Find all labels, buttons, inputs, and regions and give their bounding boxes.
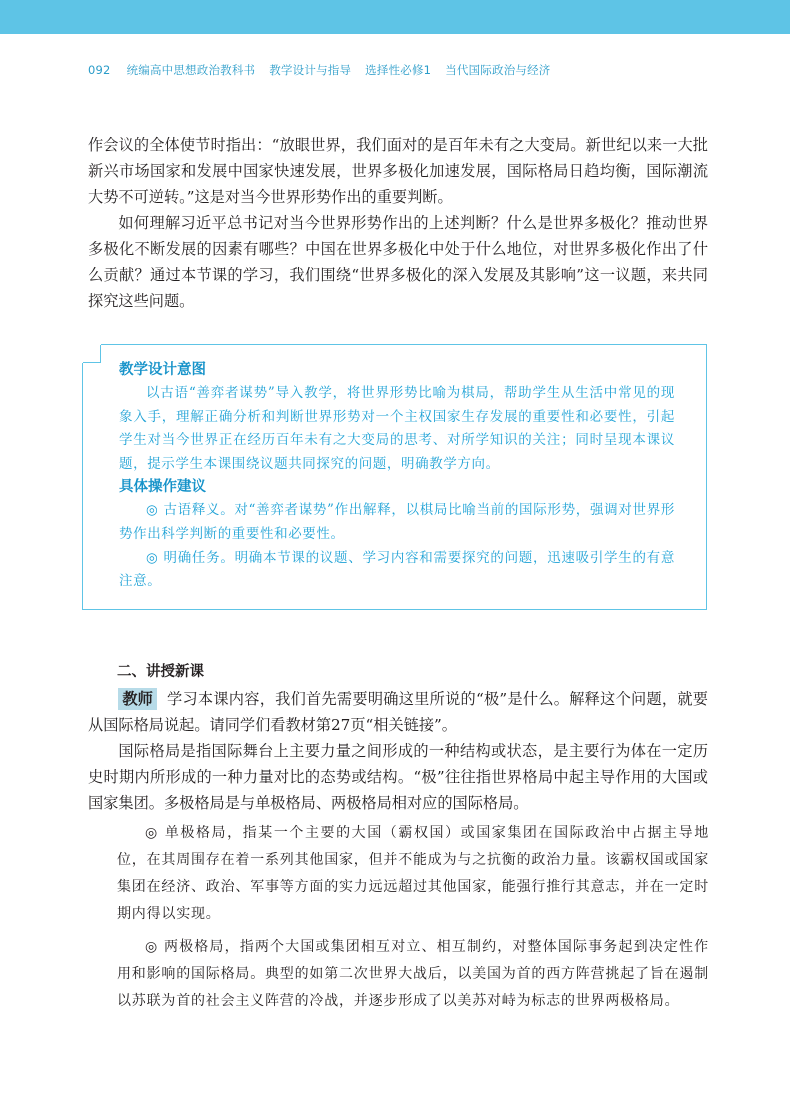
book-title: 统编高中思想政治教科书 bbox=[126, 63, 256, 77]
ops-title: 具体操作建议 bbox=[119, 479, 206, 496]
quote-bipolar-text: 两极格局，指两个大国或集团相互对立、相互制约，对整体国际事务起到决定性作用和影响的国际格局。典型的如第二次世界大战后，以美国为首的西方阵营挑起了旨在遏制以苏联为首的社会主义阵营的冷战，并逐步形成了以美苏对峙为标志的世界两极格局。 bbox=[117, 939, 709, 1009]
running-header bbox=[88, 62, 551, 78]
lecture-section bbox=[88, 686, 708, 816]
teacher-paragraph bbox=[88, 686, 708, 738]
intent-text: 以古语“善弈者谋势”导入教学，将世界形势比喻为棋局，帮助学生从生活中常见的现象入手，理解正确分析和判断世界形势对一个主权国家生存发展的重要性和必要性，引起学生对当今世界正在经历百年未有之大变局的思考、对所学知识的关注；同时呈现本课议题，提示学生本课围绕议题共同探究的问题，明确教学方向。 bbox=[119, 385, 675, 472]
quote-unipolar bbox=[117, 820, 709, 928]
box-corner bbox=[81, 343, 101, 363]
ops-item-2-text: 明确任务。明确本节课的议题、学习内容和需要探究的问题，迅速吸引学生的有意注意。 bbox=[119, 549, 675, 590]
section-heading: 二、讲授新课 bbox=[117, 664, 204, 680]
bullet-icon: ◎ bbox=[146, 502, 159, 519]
intro-section bbox=[88, 132, 708, 314]
box-corner-line-h bbox=[83, 362, 101, 363]
top-color-bar bbox=[0, 0, 790, 34]
bullet-icon: ◎ bbox=[146, 549, 159, 566]
related-link-quotes bbox=[117, 820, 709, 1021]
page-number: 092 bbox=[88, 63, 111, 77]
quote-bipolar bbox=[117, 934, 709, 1015]
volume-title: 选择性必修1 bbox=[365, 63, 432, 77]
ops-item-1 bbox=[119, 499, 675, 546]
design-intent-box bbox=[82, 344, 707, 610]
ops-item-2 bbox=[119, 547, 675, 594]
subject-title: 当代国际政治与经济 bbox=[445, 63, 551, 77]
definition-paragraph: 国际格局是指国际舞台上主要力量之间形成的一种结构或状态，是主要行为体在一定历史时期内所形成的一种力量对比的态势或结构。“极”往往指世界格局中起主导作用的大国或国家集团。多极格局是与单极格局、两极格局相对应的国际格局。 bbox=[88, 742, 708, 812]
ops-item-1-text: 古语释义。对“善弈者谋势”作出解释，以棋局比喻当前的国际形势，强调对世界形势作出科学判断的重要性和必要性。 bbox=[119, 502, 675, 542]
intent-title: 教学设计意图 bbox=[119, 362, 206, 378]
intro-paragraph-1: 作会议的全体使节时指出：“放眼世界，我们面对的是百年未有之大变局。新世纪以来一大批新兴市场国家和发展中国家快速发展，世界多极化加速发展，国际格局日趋均衡，国际潮流大势不可逆转。”这是对当今世界形势作出的重要判断。 bbox=[88, 136, 708, 206]
design-box-content bbox=[119, 359, 675, 594]
teacher-text: 学习本课内容，我们首先需要明确这里所说的“极”是什么。解释这个问题，就要从国际格局说起。请同学们看教材第27页“相关链接”。 bbox=[88, 690, 708, 734]
bullet-icon: ◎ bbox=[145, 825, 159, 841]
series-title: 教学设计与指导 bbox=[269, 63, 352, 77]
box-corner-line-v bbox=[100, 345, 101, 363]
intro-paragraph-2: 如何理解习近平总书记对当今世界形势作出的上述判断？什么是世界多极化？推动世界多极化不断发展的因素有哪些？中国在世界多极化中处于什么地位，对世界多极化作出了什么贡献？通过本节课的学习，我们围绕“世界多极化的深入发展及其影响”这一议题，来共同探究这些问题。 bbox=[88, 214, 708, 310]
quote-unipolar-text: 单极格局，指某一个主要的大国（霸权国）或国家集团在国际政治中占据主导地位，在其周围存在着一系列其他国家，但并不能成为与之抗衡的政治力量。该霸权国或国家集团在经济、政治、军事等方面的实力远远超过其他国家，能强行推行其意志，并在一定时期内得以实现。 bbox=[117, 825, 709, 922]
teacher-tag: 教师 bbox=[118, 688, 156, 710]
bullet-icon: ◎ bbox=[145, 939, 159, 955]
